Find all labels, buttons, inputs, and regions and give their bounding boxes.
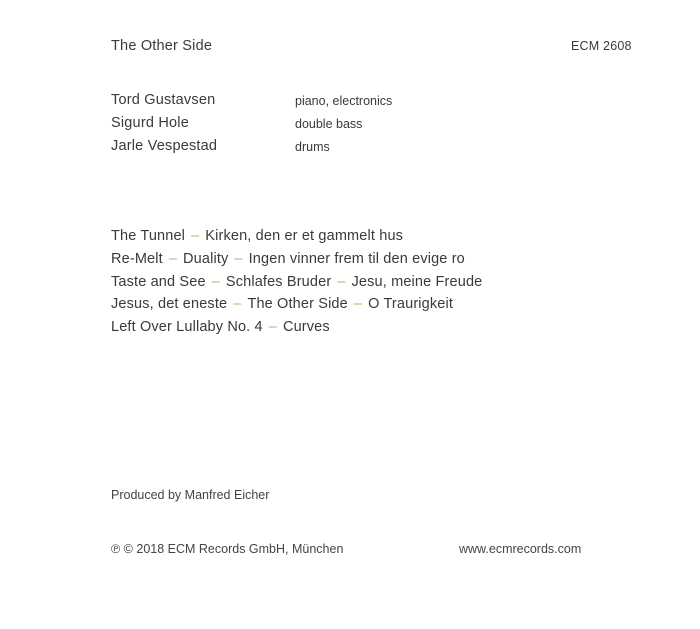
track-separator: – <box>234 250 243 267</box>
musician-instrument: drums <box>295 140 330 154</box>
track-title: Schlafes Bruder <box>225 273 332 290</box>
catalog-number: ECM 2608 <box>571 39 632 53</box>
track-separator: – <box>168 250 178 267</box>
track-separator: – <box>191 228 200 244</box>
track-title: Kirken, den er et gammelt hus <box>205 228 404 244</box>
track-line <box>111 296 482 319</box>
musician-name: Jarle Vespestad <box>111 138 218 154</box>
track-title: The Other Side <box>247 296 348 313</box>
track-list <box>111 228 482 342</box>
copyright-notice: ℗ © 2018 ECM Records GmbH, München <box>111 542 344 556</box>
track-separator: – <box>353 296 363 313</box>
track-title: The Tunnel <box>111 228 186 244</box>
track-title: Taste and See <box>111 273 206 290</box>
musician-name: Sigurd Hole <box>111 115 189 131</box>
track-separator: – <box>337 273 346 290</box>
track-separator: – <box>233 296 242 313</box>
track-title: Curves <box>282 319 330 335</box>
track-line <box>111 251 482 274</box>
track-line <box>111 319 482 342</box>
album-title: The Other Side <box>111 38 213 54</box>
musician-name: Tord Gustavsen <box>111 92 216 108</box>
track-title: Ingen vinner frem til den evige ro <box>248 250 465 267</box>
track-line <box>111 274 482 297</box>
track-title: Duality <box>183 250 229 267</box>
track-title: Left Over Lullaby No. 4 <box>111 319 263 335</box>
musician-instrument: double bass <box>295 117 363 131</box>
track-title: Re-Melt <box>111 250 163 267</box>
producer-credit: Produced by Manfred Eicher <box>111 488 270 502</box>
track-title: O Traurigkeit <box>368 296 454 313</box>
track-separator: – <box>268 319 277 335</box>
track-title: Jesus, det eneste <box>111 296 228 313</box>
musician-instrument: piano, electronics <box>295 94 393 108</box>
track-title: Jesu, meine Freude <box>351 273 483 290</box>
website-url: www.ecmrecords.com <box>459 542 582 556</box>
track-separator: – <box>211 273 220 290</box>
track-line <box>111 228 482 251</box>
